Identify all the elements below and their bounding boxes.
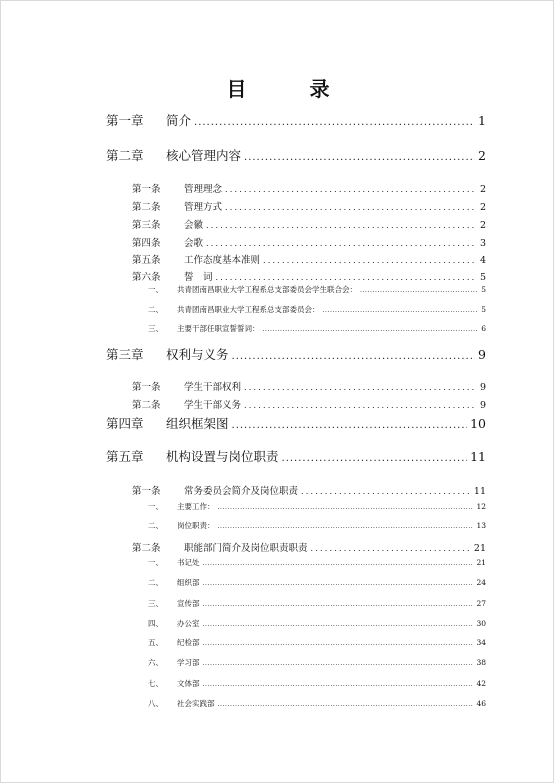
toc-entry-title: 组织部 — [177, 578, 200, 587]
dot-leader — [203, 679, 474, 688]
toc-entry-title: 权利与义务 — [166, 347, 229, 362]
dot-leader — [232, 347, 476, 362]
toc-entry-page-number: 5 — [479, 272, 486, 283]
toc-entry-number: 五、 — [148, 638, 163, 647]
toc-entry-number: 八、 — [148, 699, 163, 708]
toc-entry-page-number: 11 — [473, 486, 486, 497]
toc-entry-chapter[interactable] — [106, 345, 486, 363]
toc-entry-article[interactable] — [132, 397, 486, 411]
toc-entry-page-number: 2 — [479, 184, 486, 195]
toc-entry-number: 第一条 — [132, 184, 161, 195]
toc-entry-section[interactable] — [148, 520, 486, 531]
toc-title: 目 录 — [226, 77, 358, 101]
toc-entry-page-number: 46 — [476, 699, 486, 708]
toc-entry-article[interactable] — [132, 252, 486, 266]
dot-leader — [216, 272, 477, 283]
toc-entry-title: 学习部 — [177, 658, 200, 667]
toc-entry-page-number: 27 — [476, 599, 486, 608]
toc-entry-title: 纪检部 — [177, 638, 200, 647]
toc-entry-article[interactable] — [132, 199, 486, 213]
toc-entry-number: 四、 — [148, 619, 163, 628]
toc-entry-title: 管理理念 — [184, 184, 223, 195]
dot-leader — [194, 113, 475, 128]
toc-entry-page-number: 5 — [481, 285, 486, 294]
toc-entry-number: 二、 — [148, 578, 163, 587]
toc-entry-title: 文体部 — [177, 679, 200, 688]
toc-entry-page-number: 38 — [476, 658, 486, 667]
toc-entry-page-number: 2 — [479, 202, 486, 213]
toc-entry-page-number: 9 — [478, 347, 486, 362]
toc-entry-title: 誓 词 — [184, 272, 213, 283]
toc-entry-number: 六、 — [148, 658, 163, 667]
toc-entry-number: 第三章 — [106, 347, 144, 362]
toc-entry-number: 第二条 — [132, 400, 161, 411]
toc-entry-section[interactable] — [148, 304, 486, 315]
toc-entry-section[interactable] — [148, 678, 486, 689]
toc-entry-number: 第三条 — [132, 220, 161, 231]
toc-entry-title: 组织框架图 — [166, 416, 229, 431]
toc-entry-page-number: 1 — [478, 113, 486, 128]
toc-entry-page-number: 13 — [476, 521, 486, 530]
dot-leader — [203, 619, 474, 628]
toc-entry-section[interactable] — [148, 698, 486, 709]
toc-entry-page-number: 10 — [470, 416, 486, 431]
dot-leader — [263, 324, 479, 333]
dot-leader — [203, 638, 474, 647]
toc-entry-article[interactable] — [132, 269, 486, 283]
toc-entry-page-number: 30 — [476, 619, 486, 628]
toc-entry-title: 宣传部 — [177, 599, 200, 608]
toc-entry-number: 第四条 — [132, 238, 161, 249]
toc-entry-number: 二、 — [148, 305, 163, 314]
toc-entry-page-number: 6 — [481, 324, 486, 333]
dot-leader — [203, 578, 474, 587]
dot-leader — [244, 382, 477, 393]
toc-entry-article[interactable] — [132, 483, 486, 497]
dot-leader — [360, 285, 478, 294]
toc-entry-section[interactable] — [148, 637, 486, 648]
toc-entry-page-number: 21 — [473, 543, 486, 554]
toc-entry-page-number: 21 — [476, 558, 486, 567]
dot-leader — [218, 521, 474, 530]
toc-entry-section[interactable] — [148, 501, 486, 512]
dot-leader — [311, 543, 471, 554]
toc-entry-section[interactable] — [148, 657, 486, 668]
toc-entry-number: 三、 — [148, 324, 163, 333]
toc-entry-title: 共青团南昌职业大学工程系总支部委员会学生联合会： — [177, 285, 357, 294]
toc-entry-title: 共青团南昌职业大学工程系总支部委员会： — [177, 305, 320, 314]
toc-entry-page-number: 5 — [481, 305, 486, 314]
toc-entry-section[interactable] — [148, 323, 486, 334]
toc-entry-page-number: 9 — [479, 382, 486, 393]
dot-leader — [206, 238, 477, 249]
toc-entry-article[interactable] — [132, 181, 486, 195]
toc-entry-chapter[interactable] — [106, 146, 486, 164]
toc-entry-number: 一、 — [148, 558, 163, 567]
toc-entry-number: 第四章 — [106, 416, 144, 431]
toc-entry-page-number: 12 — [476, 502, 486, 511]
toc-entry-page-number: 2 — [478, 148, 486, 163]
toc-entry-section[interactable] — [148, 577, 486, 588]
toc-entry-article[interactable] — [132, 235, 486, 249]
dot-leader — [203, 599, 474, 608]
dot-leader — [203, 558, 474, 567]
toc-entry-number: 七、 — [148, 679, 163, 688]
toc-entry-article[interactable] — [132, 540, 486, 554]
dot-leader — [225, 184, 477, 195]
toc-entry-title: 会歌 — [184, 238, 204, 249]
toc-entry-page-number: 24 — [476, 578, 486, 587]
toc-entry-number: 第六条 — [132, 272, 161, 283]
toc-entry-number: 一、 — [148, 502, 163, 511]
toc-entry-chapter[interactable] — [106, 414, 486, 432]
toc-entry-title: 主要工作： — [177, 502, 215, 511]
dot-leader — [206, 220, 477, 231]
toc-entry-article[interactable] — [132, 217, 486, 231]
toc-entry-title: 岗位职责： — [177, 521, 215, 530]
toc-entry-title: 常务委员会简介及岗位职责 — [184, 486, 299, 497]
toc-entry-number: 第二章 — [106, 148, 144, 163]
toc-entry-title: 工作态度基本准则 — [184, 255, 261, 266]
toc-entry-number: 第一条 — [132, 486, 161, 497]
toc-entry-title: 社会实践部 — [177, 699, 215, 708]
toc-entry-number: 第五条 — [132, 255, 161, 266]
toc-entry-page-number: 34 — [476, 638, 486, 647]
toc-entry-title: 核心管理内容 — [166, 148, 242, 163]
toc-entry-page-number: 42 — [476, 679, 486, 688]
toc-entry-page-number: 11 — [470, 449, 486, 464]
dot-leader — [232, 416, 468, 431]
dot-leader — [301, 486, 471, 497]
dot-leader — [218, 502, 474, 511]
dot-leader — [218, 699, 474, 708]
dot-leader — [244, 400, 477, 411]
toc-entry-section[interactable] — [148, 618, 486, 629]
dot-leader — [323, 305, 479, 314]
toc-entry-number: 第五章 — [106, 449, 144, 464]
toc-entry-number: 二、 — [148, 521, 163, 530]
toc-entry-page-number: 9 — [479, 400, 486, 411]
toc-entry-number: 第二条 — [132, 202, 161, 213]
toc-entry-number: 第一章 — [106, 113, 144, 128]
toc-entry-number: 一、 — [148, 285, 163, 294]
toc-entry-title: 会徽 — [184, 220, 204, 231]
toc-entry-page-number: 4 — [479, 255, 486, 266]
dot-leader — [263, 255, 477, 266]
dot-leader — [203, 658, 474, 667]
toc-entry-title: 职能部门简介及岗位职责职责 — [184, 543, 308, 554]
toc-entry-number: 三、 — [148, 599, 163, 608]
toc-entry-article[interactable] — [132, 379, 486, 393]
toc-entry-number: 第一条 — [132, 382, 161, 393]
toc-entry-page-number: 2 — [479, 220, 486, 231]
toc-entry-section[interactable] — [148, 557, 486, 568]
toc-entry-title: 书记处 — [177, 558, 200, 567]
dot-leader — [244, 148, 475, 163]
toc-entry-title: 机构设置与岗位职责 — [166, 449, 279, 464]
toc-entry-number: 第二条 — [132, 543, 161, 554]
toc-entry-chapter[interactable] — [106, 111, 486, 129]
toc-entry-title: 学生干部权利 — [184, 382, 242, 393]
toc-entry-title: 主要干部任职宣誓誓词： — [177, 324, 260, 333]
toc-entry-page-number: 3 — [479, 238, 486, 249]
toc-entry-section[interactable] — [148, 598, 486, 609]
dot-leader — [282, 449, 468, 464]
toc-entry-title: 简介 — [166, 113, 192, 128]
toc-entry-title: 学生干部义务 — [184, 400, 242, 411]
toc-entry-chapter[interactable] — [106, 447, 486, 465]
toc-entry-title: 管理方式 — [184, 202, 223, 213]
toc-entry-title: 办公室 — [177, 619, 200, 628]
toc-entry-section[interactable] — [148, 284, 486, 295]
dot-leader — [225, 202, 477, 213]
